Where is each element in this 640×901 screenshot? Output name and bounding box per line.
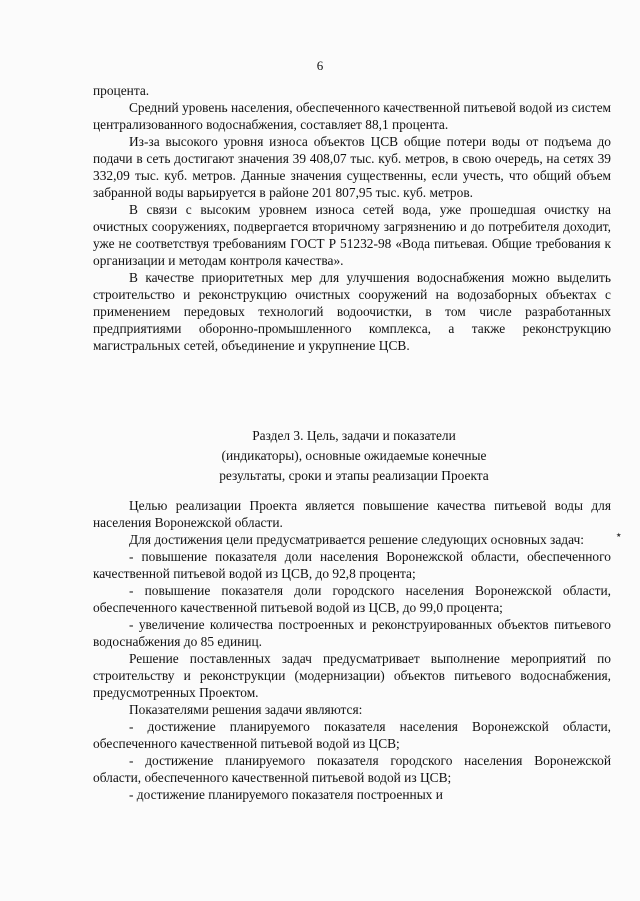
paragraph: - повышение показателя доли населения Воронежской области, обеспеченного качественной питьевой водой из ЦСВ, до 92,8 процента; — [93, 549, 611, 581]
paragraph: процента. — [93, 83, 150, 98]
paragraph: - достижение планируемого показателя городского населения Воронежской области, обеспеченного качественной питьевой водой из ЦСВ; — [93, 753, 611, 785]
paragraph: Средний уровень населения, обеспеченного качественной питьевой водой из систем централизованного водоснабжения, составляет 88,1 процента. — [93, 100, 611, 132]
paragraph: В связи с высоким уровнем износа сетей вода, уже прошедшая очистку на очистных сооружениях, подвергается вторичному загрязнению и до потребителя доходит, уже не соответствуя требованиям ГОСТ Р 51232-98 «Вода питьевая. Общие требования к организации и методам контроля качества». — [93, 202, 611, 268]
paragraph: Целью реализации Проекта является повышение качества питьевой воды для населения Воронежской области. — [93, 498, 611, 530]
body-text-section-2 — [93, 497, 611, 803]
section-heading — [150, 426, 558, 486]
paragraph: Решение поставленных задач предусматривает выполнение мероприятий по строительству и реконструкции (модернизации) объектов питьевого водоснабжения, предусмотренных Проектом. — [93, 651, 611, 700]
heading-line: результаты, сроки и этапы реализации Проекта — [219, 468, 489, 483]
body-text-section-1 — [93, 82, 611, 354]
paragraph: Показателями решения задачи являются: — [129, 702, 363, 717]
scan-mark: ٭ — [616, 530, 622, 541]
paragraph: - достижение планируемого показателя построенных и — [129, 787, 443, 802]
paragraph: В качестве приоритетных мер для улучшения водоснабжения можно выделить строительство и реконструкцию очистных сооружений на водозаборных объектах с применением передовых технологий водоочистки, в том числе разработанных предприятиями оборонно-промышленного комплекса, а также реконструкцию магистральных сетей, объединение и укрупнение ЦСВ. — [93, 270, 611, 353]
heading-line: Раздел 3. Цель, задачи и показатели — [252, 428, 456, 443]
paragraph: - достижение планируемого показателя населения Воронежской области, обеспеченного качественной питьевой водой из ЦСВ; — [93, 719, 611, 751]
paragraph: - повышение показателя доли городского населения Воронежской области, обеспеченного качественной питьевой водой из ЦСВ, до 99,0 процента; — [93, 583, 611, 615]
paragraph: Из-за высокого уровня износа объектов ЦСВ общие потери воды от подъема до подачи в сеть достигают значения 39 408,07 тыс. куб. метров, в свою очередь, на сетях 39 332,09 тыс. куб. метров. Данные значения существенны, если учесть, что общий объем забранной воды варьируется в районе 201 807,95 тыс. куб. метров. — [93, 134, 611, 200]
heading-line: (индикаторы), основные ожидаемые конечные — [221, 448, 487, 463]
paragraph: - увеличение количества построенных и реконструированных объектов питьевого водоснабжения до 85 единиц. — [93, 617, 611, 649]
paragraph: Для достижения цели предусматривается решение следующих основных задач: — [129, 532, 584, 547]
page-number: 6 — [316, 58, 324, 73]
